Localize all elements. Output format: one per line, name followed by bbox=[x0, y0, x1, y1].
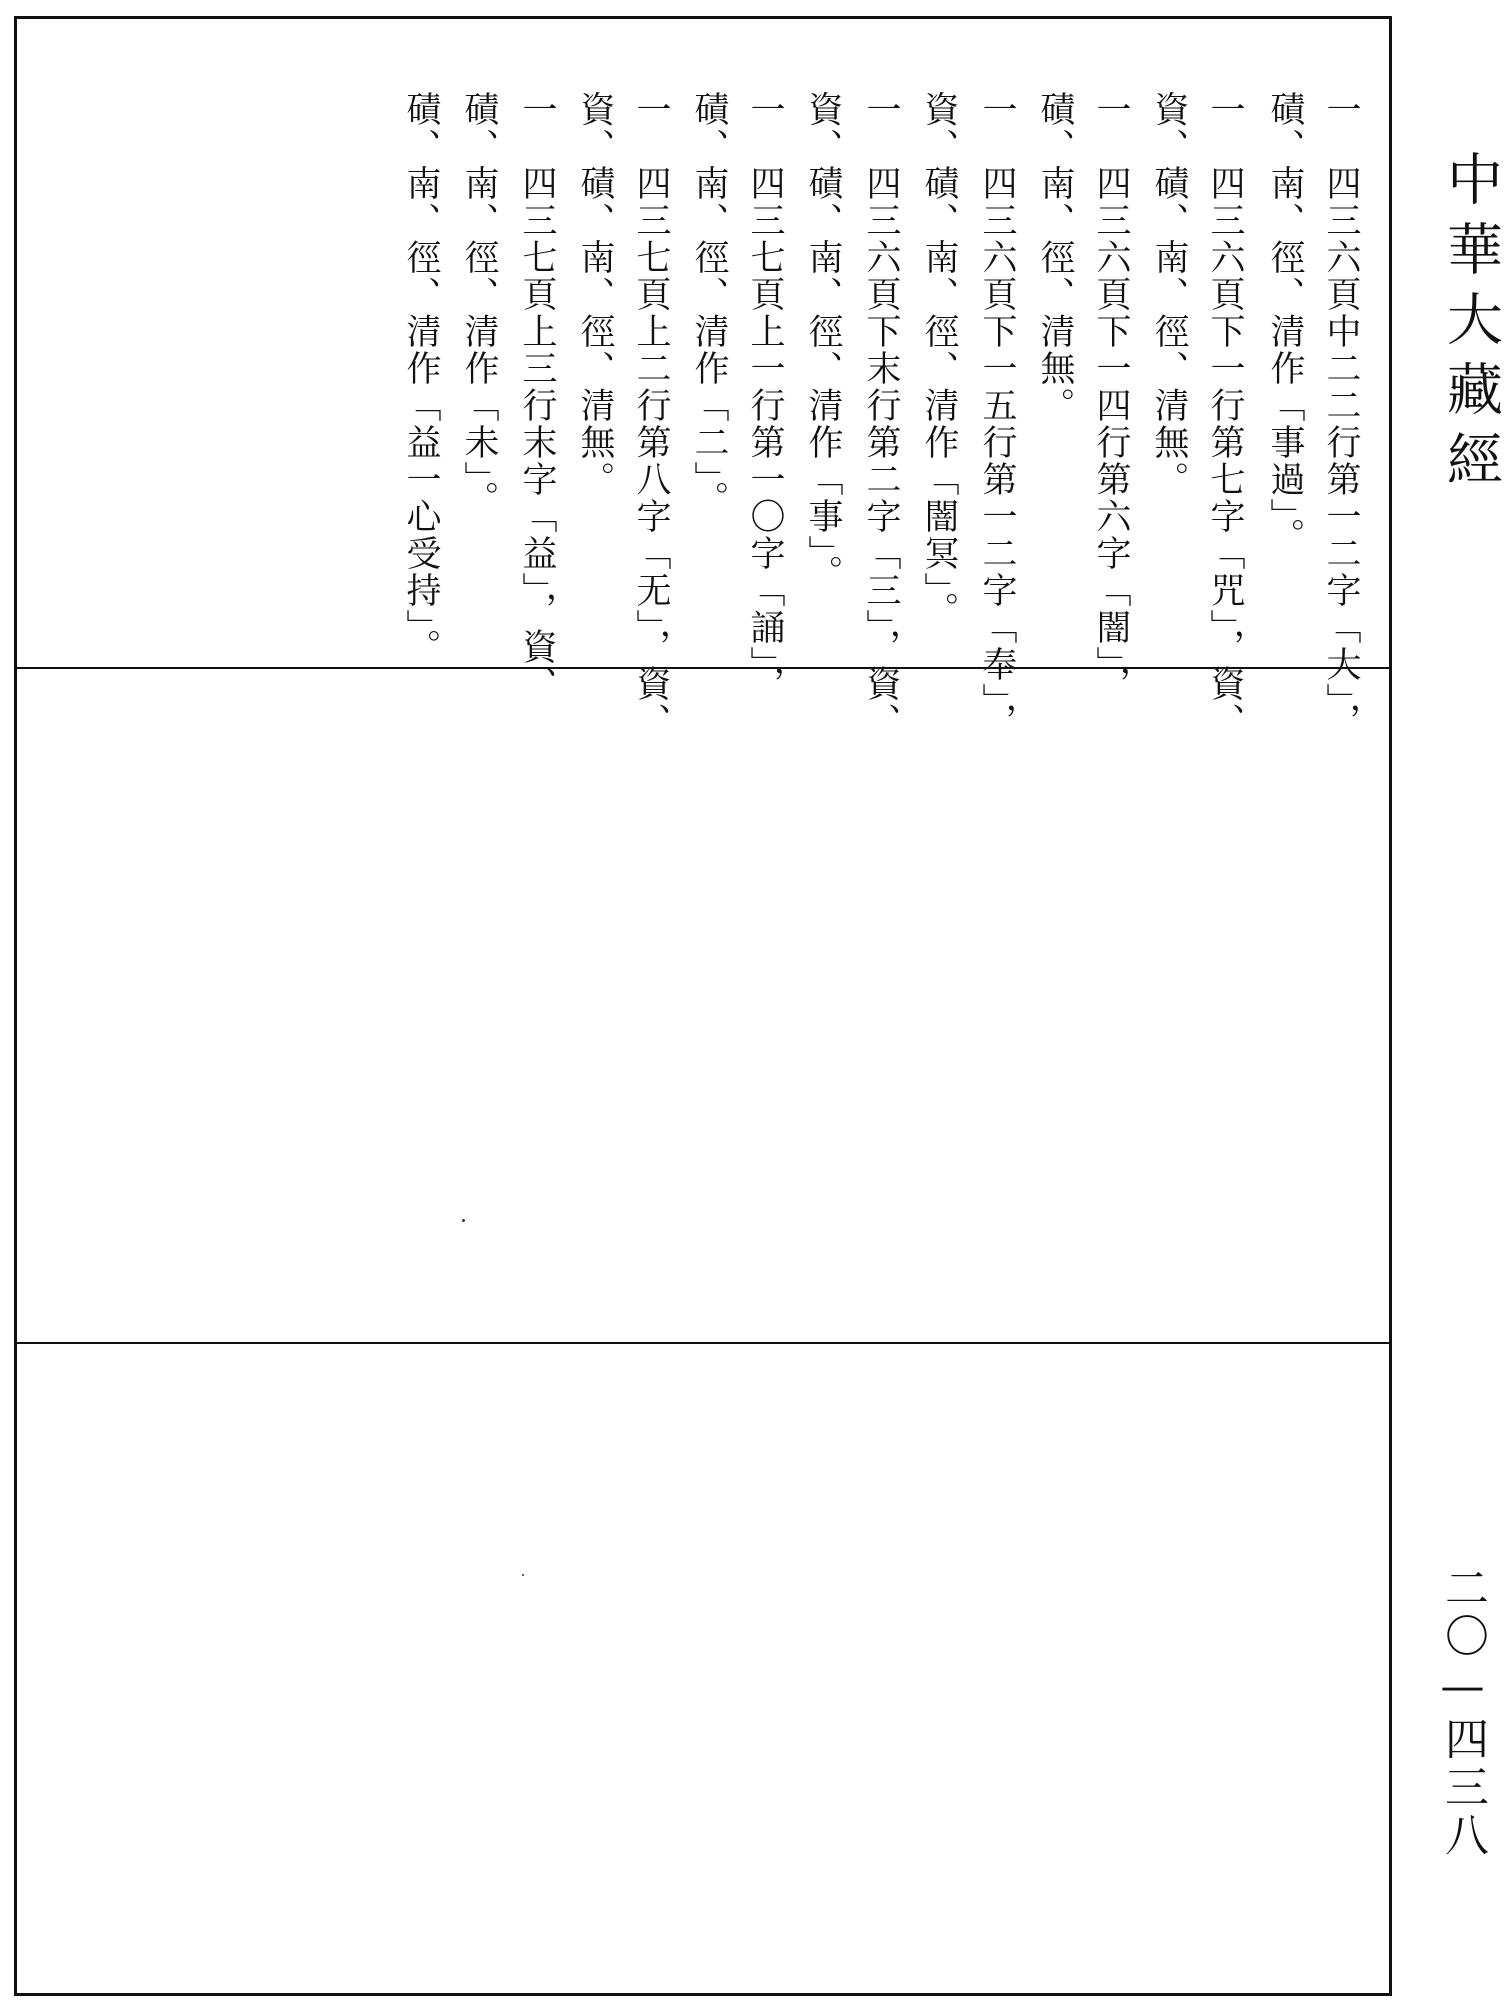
page-frame bbox=[14, 16, 1392, 1996]
page-title: 中華大藏經 bbox=[1438, 150, 1503, 500]
note-line: 磧、南、徑、清作「二」。 bbox=[689, 91, 729, 518]
note-line: 一 四三七頁上三行末字「益」，資、 bbox=[517, 91, 557, 703]
note-line: 一 四三七頁上一行第一〇字「誦」， bbox=[745, 91, 785, 703]
note-line: 一 四三六頁下一行第七字「咒」，資、 bbox=[1205, 91, 1245, 740]
note-line: 一 四三六頁中二二行第一二字「大」， bbox=[1321, 91, 1361, 740]
collation-notes bbox=[17, 19, 1389, 740]
blank-panel-middle bbox=[17, 669, 1389, 1344]
note-line: 資、磧、南、徑、清作「闇冥」。 bbox=[919, 91, 959, 629]
page-number: 二〇—四三八 bbox=[1437, 1565, 1488, 1860]
note-line: 磧、南、徑、清作「未」。 bbox=[459, 91, 499, 518]
note-line: 資、磧、南、徑、清無。 bbox=[575, 91, 615, 498]
note-line: 磧、南、徑、清作「事過」。 bbox=[1265, 91, 1305, 555]
note-line: 一 四三七頁上二行第八字「无」，資、 bbox=[631, 91, 671, 740]
note-line: 一 四三六頁下一五行第一二字「奉」， bbox=[977, 91, 1017, 740]
note-line: 一 四三六頁下一四行第六字「闇」， bbox=[1091, 91, 1131, 703]
scan-speck bbox=[522, 1574, 524, 1576]
note-line: 磧、南、徑、清無。 bbox=[1035, 91, 1075, 424]
blank-panel-bottom bbox=[17, 1344, 1389, 1994]
note-line: 資、磧、南、徑、清無。 bbox=[1149, 91, 1189, 498]
scan-speck bbox=[462, 1219, 465, 1222]
note-line: 資、磧、南、徑、清作「事」。 bbox=[803, 91, 843, 592]
note-line: 一 四三六頁下末行第二字「三」，資、 bbox=[861, 91, 901, 740]
note-line: 磧、南、徑、清作「益一心受持」。 bbox=[401, 91, 441, 666]
notes-panel bbox=[17, 19, 1389, 740]
